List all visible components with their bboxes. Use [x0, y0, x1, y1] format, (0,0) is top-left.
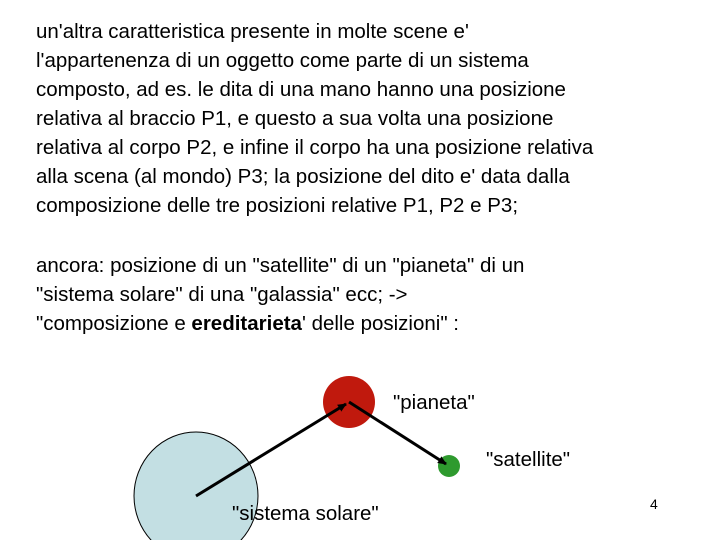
text-line: l'appartenenza di un oggetto come parte di un sistema: [36, 49, 529, 72]
text-segment: ' delle posizioni" :: [301, 312, 460, 335]
satellite-circle: [438, 455, 460, 477]
text-segment: "composizione e: [36, 312, 192, 335]
text-line: composto, ad es. le dita di una mano hanno una posizione: [36, 78, 566, 101]
text-line: relativa al corpo P2, e infine il corpo ha una posizione relativa: [36, 136, 594, 159]
text-line: composizione delle tre posizioni relative P1, P2 e P3;: [36, 194, 519, 217]
text-line: relativa al braccio P1, e questo a sua volta una posizione: [36, 107, 554, 130]
sistema-solare-label: "sistema solare": [232, 502, 379, 525]
page-number: 4: [650, 496, 658, 512]
text-line: un'altra caratteristica presente in molte scene e': [36, 20, 469, 43]
bold-term-ereditarieta: ereditarieta: [191, 312, 302, 335]
text-line: ancora: posizione di un "satellite" di un "pianeta" di un: [36, 254, 525, 277]
pianeta-label: "pianeta": [393, 391, 475, 414]
text-line: "sistema solare" di una "galassia" ecc; ->: [36, 283, 408, 306]
satellite-label: "satellite": [486, 448, 571, 471]
text-line: alla scena (al mondo) P3; la posizione del dito e' data dalla: [36, 165, 570, 188]
